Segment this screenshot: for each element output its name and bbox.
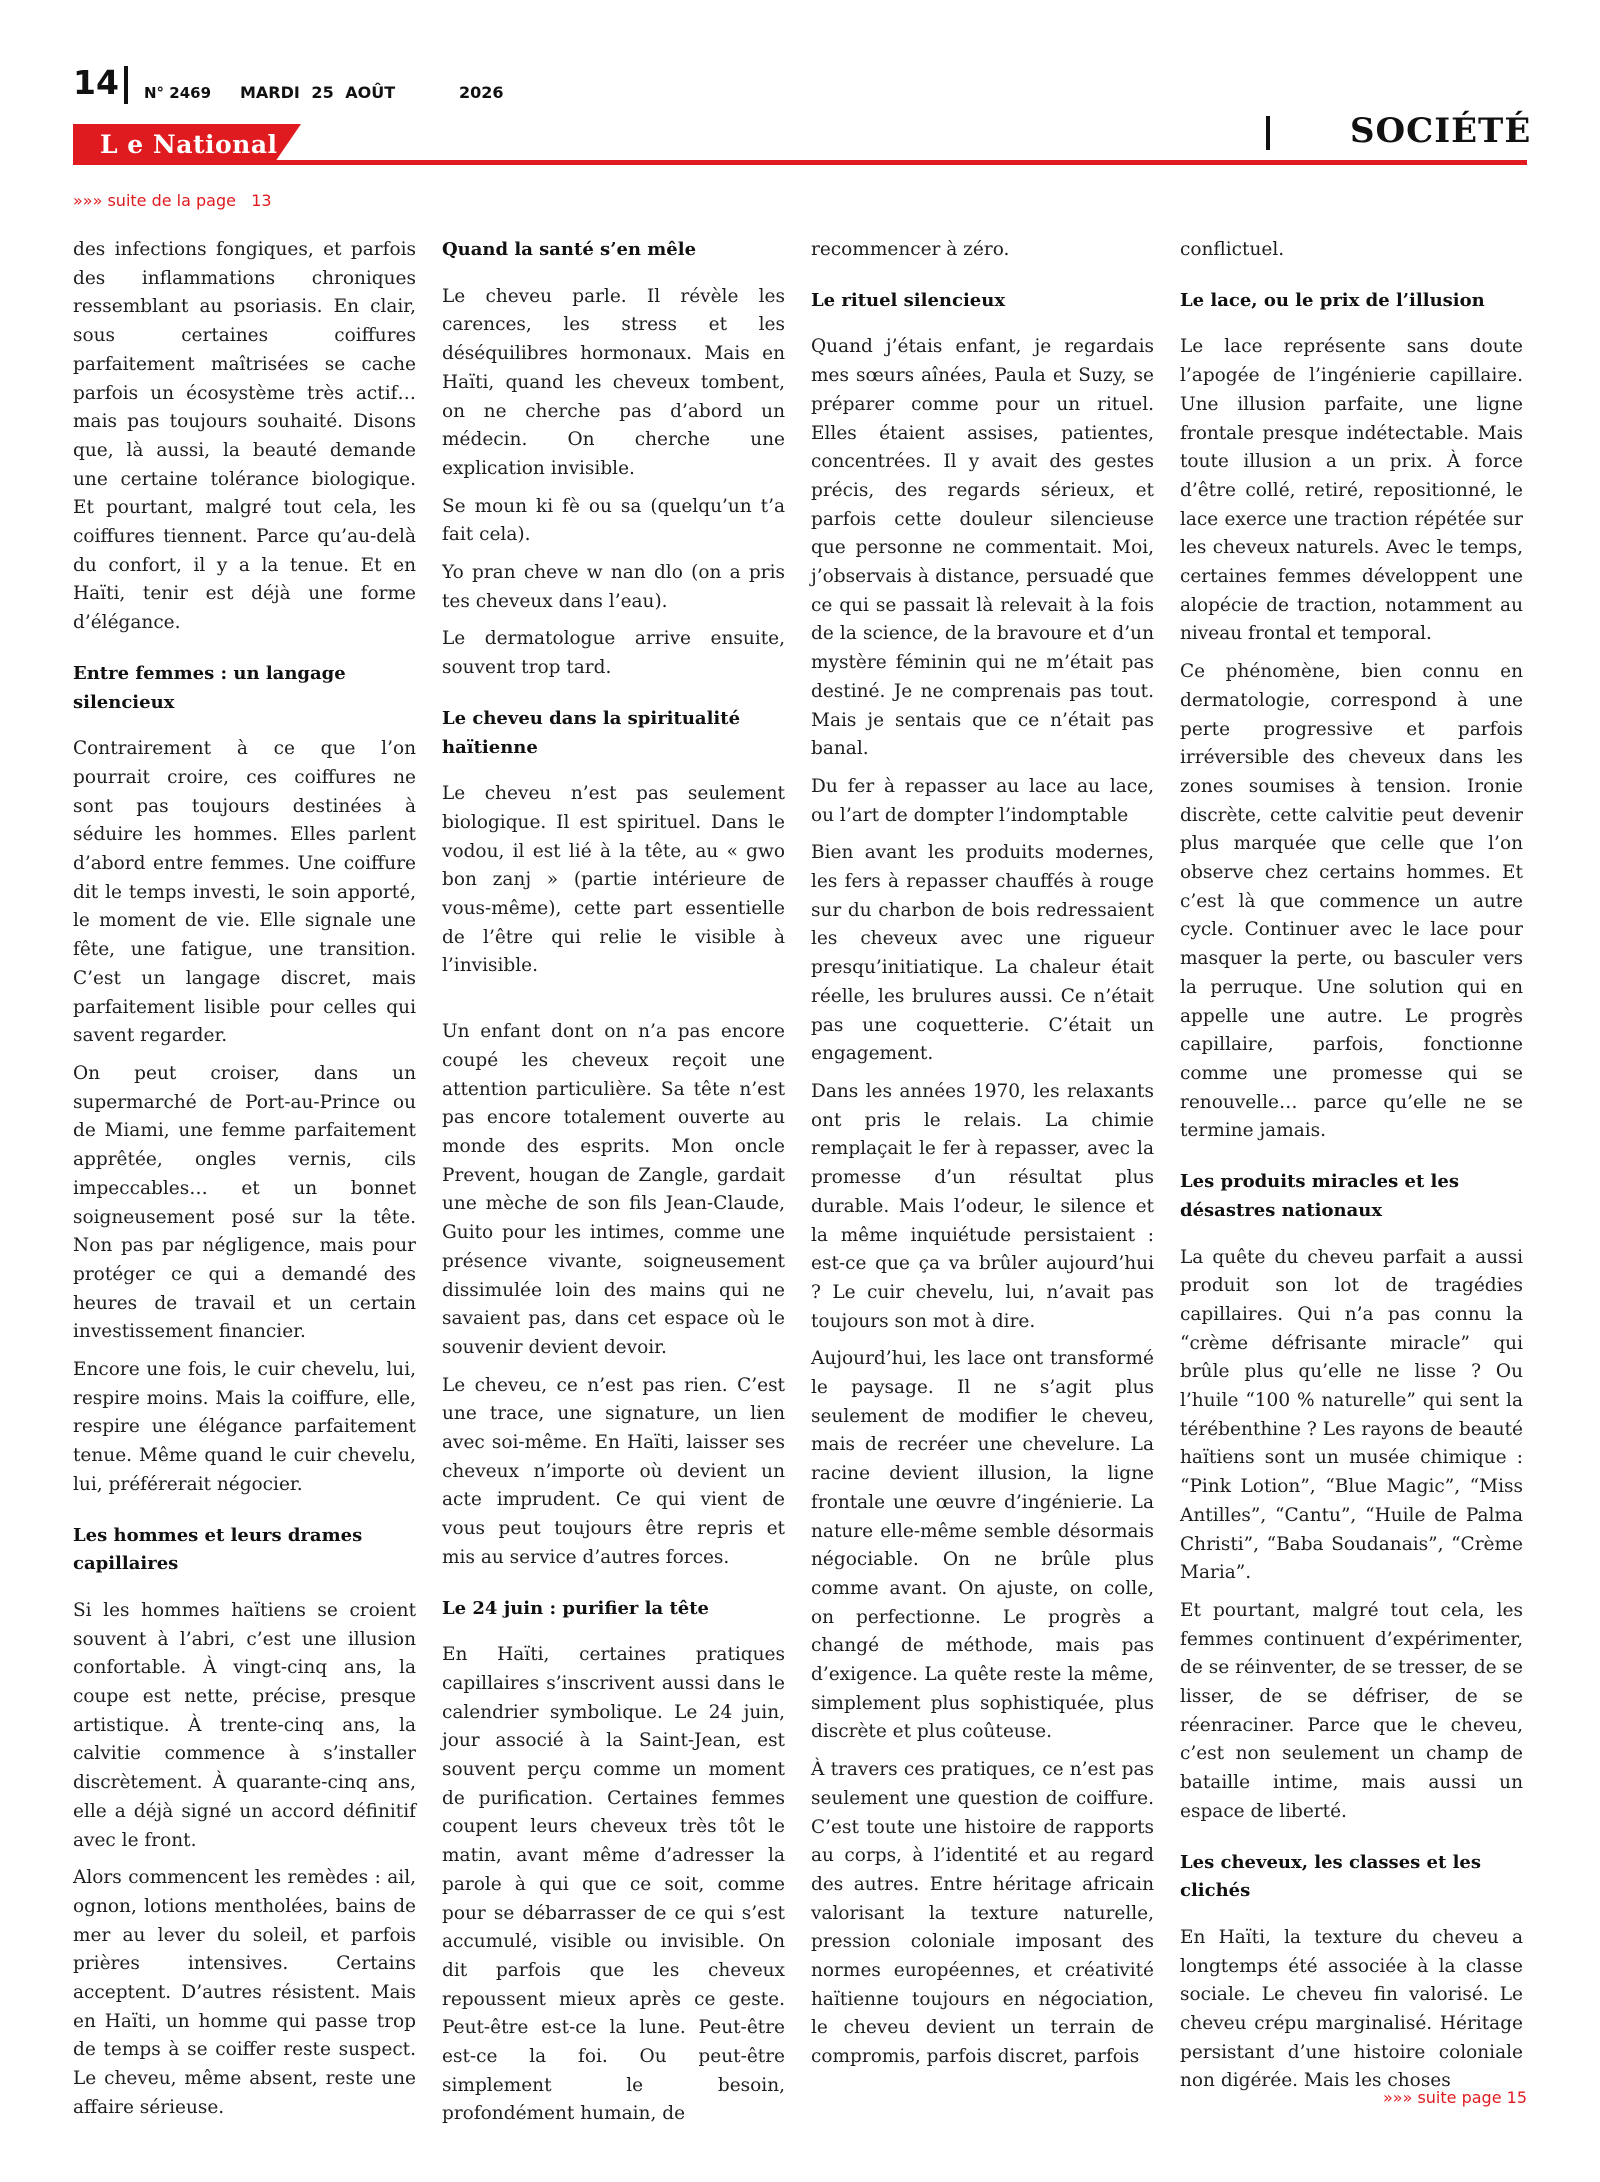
issue-date: MARDI 25 AOÛT	[240, 83, 396, 102]
subheading-products: Les produits miracles et les désastres nationaux	[1180, 1171, 1459, 1221]
subheading-classes: Les cheveux, les classes et les clichés	[1180, 1851, 1481, 1902]
continued-from	[73, 191, 272, 210]
continued-to-label: suite page	[1417, 2088, 1502, 2107]
issue-number: N° 2469	[144, 84, 212, 102]
paragraph: Ce phénomène, bien connu en dermatologie, correspond à une perte progressive et parfois irréversible des cheveux dans les zones soumises à tension. Ironie discrète, cette calvitie peut devenir plus marquée que celle que l’on observe chez certains hommes. Et c’est là que commence un autre cycle. Continuer avec le lace pour masquer la perte, ou basculer vers la perruque. Une solution qui en appelle une autre. Le progrès capillaire, parfois, fonctionne comme une promesse qui se renouvelle… parce qu’elle ne se termine jamais.	[1180, 661, 1523, 1142]
continued-from-arrows: »»»	[73, 191, 103, 210]
subheading-men: Les hommes et leurs drames capillaires	[73, 1524, 363, 1575]
page-number: 14	[73, 63, 119, 102]
paragraph: La quête du cheveu parfait a aussi produit son lot de tragédies capillaires. Qui n’a pas connu la “crème défrisante miracle” qui brûle plus qu’elle ne lisse ? Ou l’huile “100 % naturelle” qui sent la térébenthine ? Les rayons de beauté haïtiens sont un musée chimique : “Pink Lotion”, “Blue Magic”, “Miss Antilles”, “Cantu”, “Huile de Palma Christi”, “Baba Soudanais”, “Crème Maria”.	[1180, 1246, 1523, 1584]
paragraph: Le cheveu parle. Il révèle les carences, les stress et les déséquilibres hormonaux. Mais en Haïti, quand les cheveux tombent, on ne cherche pas d’abord un médecin. On cherche une explication invisible.	[442, 285, 785, 479]
paragraph: conflictuel.	[1180, 239, 1285, 260]
continued-from-label: suite de la page	[107, 191, 236, 210]
paragraph: Du fer à repasser au lace au lace, ou l’art de dompter l’indomptable	[811, 775, 1154, 826]
continued-to-arrows: »»»	[1382, 2088, 1413, 2107]
paragraph: Le dermatologue arrive ensuite, souvent trop tard.	[442, 628, 785, 679]
paragraph: À travers ces pratiques, ce n’est pas seulement une question de coiffure. C’est toute une histoire de rapports au corps, à l’identité et au regard des autres. Entre héritage africain valorisant la texture naturelle, pression coloniale imposant des normes européennes, et créativité haïtienne toujours en négociation, le cheveu devient un terrain de compromis, parfois discret, parfois	[811, 1759, 1154, 2068]
paragraph-gap	[442, 990, 785, 1018]
continued-to-page: 15	[1506, 2088, 1527, 2107]
paragraph: Et pourtant, malgré tout cela, les femmes continuent d’expérimenter, de se réinventer, de se tresser, de se lisser, de se défriser, de se réenraciner. Parce que le cheveu, c’est non seulement un champ de bataille intime, mais aussi un espace de liberté.	[1180, 1599, 1523, 1822]
paragraph: Aujourd’hui, les lace ont transformé le paysage. Il ne s’agit plus seulement de modifier le cheveu, mais de recréer une chevelure. La racine devient illusion, la ligne frontale une œuvre d’ingénierie. La nature elle-même semble désormais négociable. On ne brûle plus comme avant. On ajuste, on colle, on perfectionne. Le progrès a changé de méthode, mais pas d’exigence. La quête reste la même, simplement plus sophistiquée, plus discrète et plus coûteuse.	[811, 1348, 1154, 1743]
column-1	[73, 236, 416, 2132]
paragraph: Quand j’étais enfant, je regardais mes sœurs aînées, Paula et Suzy, se préparer comme pour un rituel. Elles étaient assises, patientes, concentrées. Il y avait des gestes précis, des regards sérieux, et parfois cette douleur silencieuse que personne ne commentait. Moi, j’observais à distance, persuadé que ce qui se passait là relevait à la fois de la science, de la bravoure et d’un mystère féminin qui ne m’était pas destiné. Je ne comprenais pas tout. Mais je sentais que ce n’était pas banal.	[811, 336, 1154, 760]
paragraph: Le lace représente sans doute l’apogée de l’ingénierie capillaire. Une illusion parfaite, une ligne frontale presque indétectable. Mais toute illusion a un prix. À force d’être collé, retiré, repositionné, le lace exerce une traction répétée sur les cheveux naturels. Avec le temps, certaines femmes développent une alopécie de traction, notamment au niveau frontal et temporal.	[1180, 336, 1523, 645]
paragraph: Si les hommes haïtiens se croient souvent à l’abri, c’est une illusion confortable. À vingt-cinq ans, la coupe est nette, précise, presque artistique. À trente-cinq ans, la calvitie commence à s’installer discrètement. À quarante-cinq ans, elle a déjà signé un accord définitif avec le front.	[73, 1599, 416, 1851]
paragraph: Contrairement à ce que l’on pourrait croire, ces coiffures ne sont pas toujours destinées à séduire les hommes. Elles parlent d’abord entre femmes. Une coiffure dit le temps investi, le soin apporté, le moment de vie. Elle signale une fête, une fatigue, une transition. C’est un langage discret, mais parfaitement lisible pour celles qui savent regarder.	[73, 738, 416, 1047]
column-3	[811, 236, 1154, 2081]
section-title: SOCIÉTÉ	[1350, 111, 1532, 151]
paragraph: Alors commencent les remèdes : ail, ognon, lotions mentholées, bains de mer au lever du soleil, et parfois prières intensives. Certains acceptent. D’autres résistent. Mais en Haïti, un homme qui passe trop de temps à se coiffer reste suspect. Le cheveu, même absent, reste une affaire sérieuse.	[73, 1867, 416, 2118]
paragraph: Bien avant les produits modernes, les fers à repasser chauffés à rouge sur du charbon de bois redressaient les cheveux avec une rigueur presqu’initiatique. La chaleur était réelle, les brulures aussi. Ce n’était pas une coquetterie. C’était un engagement.	[811, 842, 1154, 1065]
subheading-spirituality: Le cheveu dans la spiritualité haïtienne	[442, 707, 741, 758]
paragraph: des infections fongiques, et parfois des inflammations chroniques ressemblant au psoriasis. En clair, sous certaines coiffures parfaitement maîtrisées se cache parfois un écosystème très actif… mais pas toujours souhaité. Disons que, là aussi, la beauté demande une certaine tolérance biologique. Et pourtant, malgré tout cela, les coiffures tiennent. Parce qu’au-delà du confort, il y a la tenue. Et en Haïti, tenir est déjà une forme d’élégance.	[73, 239, 416, 634]
column-4	[1180, 236, 1523, 2105]
paragraph: Encore une fois, le cuir chevelu, lui, respire moins. Mais la coiffure, elle, respire une élégance parfaitement tenue. Même quand le cuir chevelu, lui, préférerait négocier.	[73, 1359, 416, 1495]
subheading-ritual: Le rituel silencieux	[811, 289, 1006, 311]
paragraph: Un enfant dont on n’a pas encore coupé les cheveux reçoit une attention particulière. Sa tête n’est pas encore totalement ouverte au monde des esprits. Mon oncle Prevent, hougan de Zangle, gardait une mèche de son fils Jean-Claude, Guito pour les intimes, comme une présence vivante, soigneusement dissimulée loin des mains qui ne savaient pas, dans cet espace où le souvenir devient devoir.	[442, 1021, 785, 1358]
paragraph: En Haïti, certaines pratiques capillaires s’inscrivent aussi dans le calendrier symbolique. Le 24 juin, jour associé à la Saint-Jean, est souvent perçu comme un moment de purification. Certaines femmes coupent leurs cheveux très tôt le matin, avant même d’adresser la parole à qui que ce soit, comme pour se débarrasser de ce qui s’est accumulé, visible ou invisible. On dit parfois que les cheveux repoussent mieux après ce geste. Peut-être est-ce la lune. Peut-être est-ce la foi. Ou peut-être simplement le besoin, profondément humain, de	[442, 1644, 785, 2125]
paragraph: On peut croiser, dans un supermarché de Port-au-Prince ou de Miami, une femme parfaitement apprêtée, ongles vernis, cils impeccables… et un bonnet soigneusement posé sur la tête. Non pas par négligence, mais pour protéger ce qui a demandé des heures de travail et un certain investissement financier.	[73, 1062, 416, 1343]
subheading-health: Quand la santé s’en mêle	[442, 239, 697, 260]
paragraph: Yo pran cheve w nan dlo (on a pris tes cheveux dans l’eau).	[442, 562, 785, 612]
section-divider	[1266, 116, 1270, 150]
column-2	[442, 236, 785, 2138]
issue-year: 2026	[459, 83, 504, 102]
paragraph: Se moun ki fè ou sa (quelqu’un t’a fait cela).	[442, 495, 785, 546]
subheading-women: Entre femmes : un langage silencieux	[73, 662, 346, 713]
paragraph: recommencer à zéro.	[811, 239, 1010, 260]
header-divider	[124, 66, 128, 104]
paragraph: En Haïti, la texture du cheveu a longtemps été associée à la classe sociale. Le cheveu fin valorisé. Le cheveu crépu marginalisé. Héritage persistant d’une histoire coloniale non digérée. Mais les choses	[1180, 1926, 1523, 2092]
paragraph: Le cheveu, ce n’est pas rien. C’est une trace, une signature, un lien avec soi-même. En Haïti, laisser ses cheveux n’importe où devient un acte imprudent. Ce qui vient de vous peut toujours être repris et mis au service d’autres forces.	[442, 1374, 785, 1568]
paragraph: Le cheveu n’est pas seulement biologique. Il est spirituel. Dans le vodou, il est lié à la tête, au « gwo bon zanj » (partie intérieure de vous-même), cette part essentielle de l’être qui relie le visible à l’invisible.	[442, 783, 785, 977]
subheading-lace: Le lace, ou le prix de l’illusion	[1180, 289, 1485, 311]
continued-from-page: 13	[251, 191, 272, 210]
subheading-june: Le 24 juin : purifier la tête	[442, 1597, 709, 1619]
header-rule	[73, 160, 1527, 165]
continued-to	[1383, 2088, 1527, 2107]
paragraph: Dans les années 1970, les relaxants ont pris le relais. La chimie remplaçait le fer à repasser, avec la promesse d’un résultat plus durable. Mais l’odeur, le silence et la même inquiétude persistaient : est-ce que ça va brûler aujourd’hui ? Le cuir chevelu, lui, n’avait pas toujours son mot à dire.	[811, 1080, 1154, 1332]
newspaper-logo: L e National	[100, 130, 278, 159]
